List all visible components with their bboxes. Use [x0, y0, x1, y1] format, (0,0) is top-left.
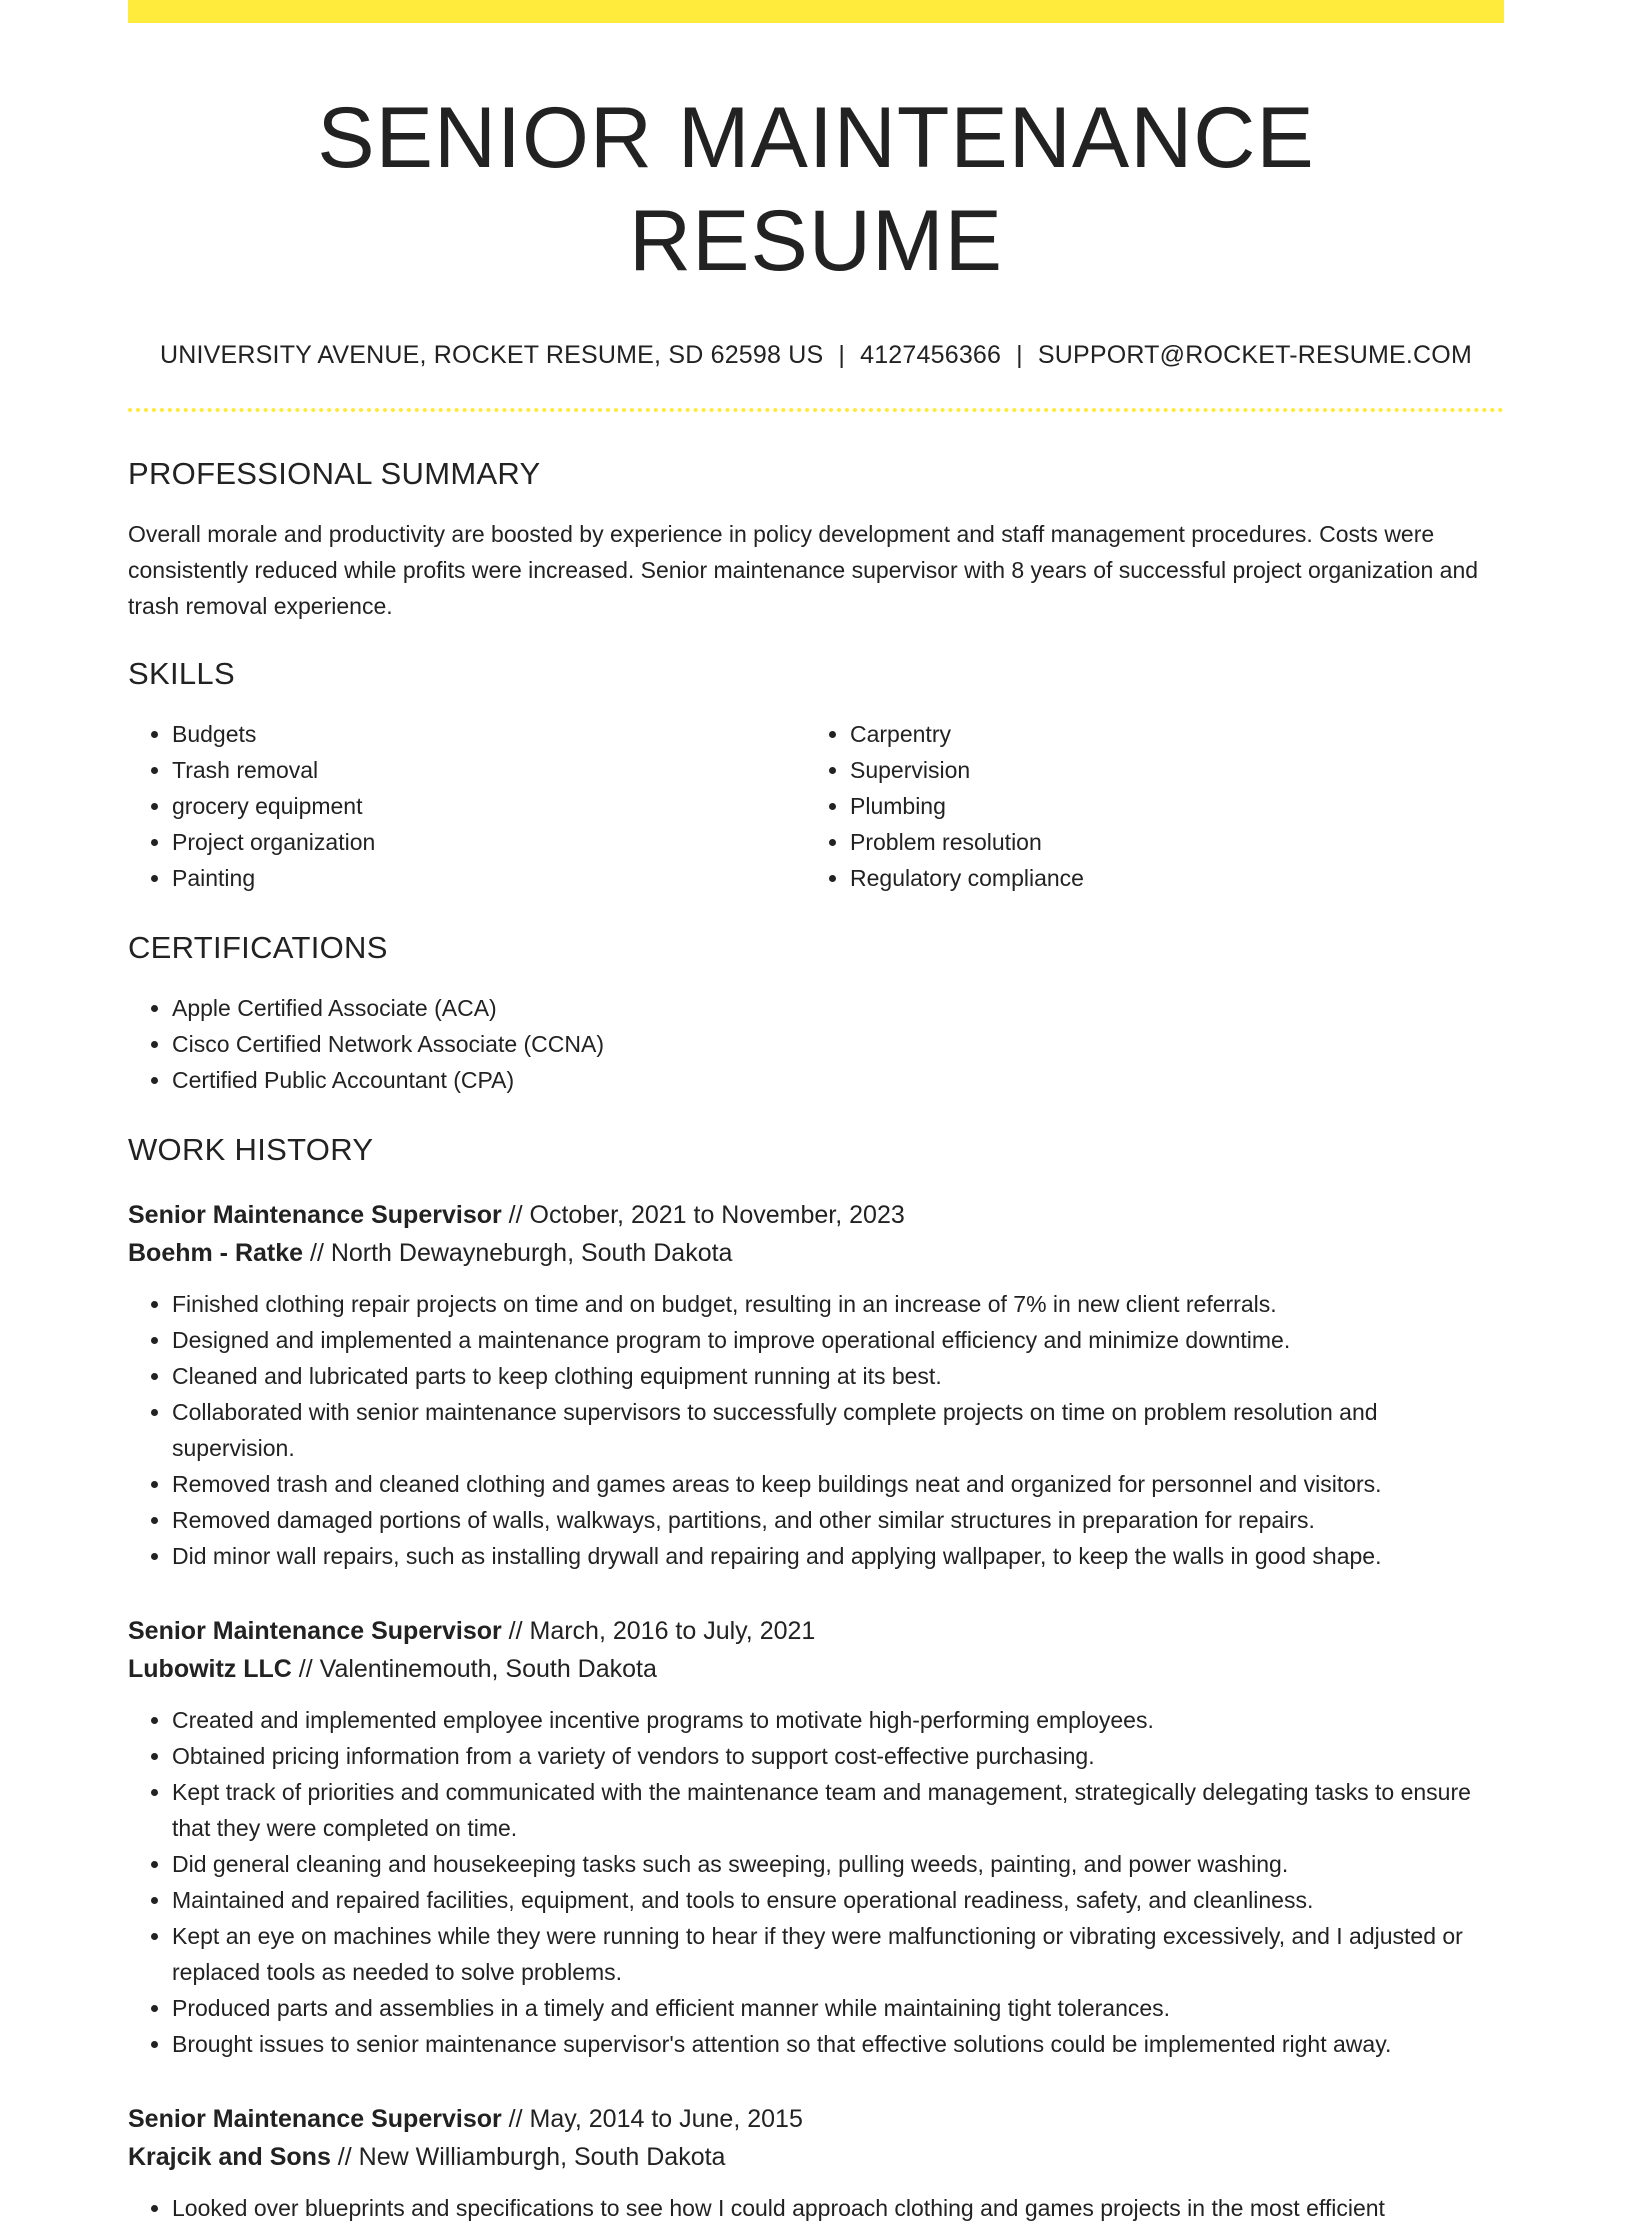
resume-title: SENIOR MAINTENANCE RESUME — [317, 90, 1315, 290]
job-company: Boehm - Ratke — [128, 1239, 304, 1268]
contact-line — [128, 341, 1504, 370]
job-company-line — [128, 1650, 1504, 1688]
job-bullet: • Kept track of priorities and communicated with the maintenance team and management, strategically delegating tasks to ensure that they were completed on time. — [172, 1774, 1504, 1846]
job-role: Senior Maintenance Supervisor — [128, 2105, 502, 2134]
job-bullet: • Did minor wall repairs, such as installing drywall and repairing and applying wallpaper, to keep the walls in good shape. — [172, 1538, 1504, 1574]
skills-grid — [128, 716, 1504, 896]
job-bullets — [128, 1702, 1504, 2062]
skills-column-left — [128, 716, 806, 896]
skill-item: • Plumbing — [850, 788, 1484, 824]
job-bullet: • Created and implemented employee incentive programs to motivate high-performing employees. — [172, 1702, 1504, 1738]
job-bullets — [128, 1286, 1504, 1574]
job-dates: // March, 2016 to July, 2021 — [501, 1617, 816, 1646]
job-bullet: • Cleaned and lubricated parts to keep clothing equipment running at its best. — [172, 1358, 1504, 1394]
job-bullet: • Obtained pricing information from a variety of vendors to support cost-effective purchasing. — [172, 1738, 1504, 1774]
certifications-heading: CERTIFICATIONS — [128, 930, 388, 966]
contact-email: SUPPORT@ROCKET-RESUME.COM — [1037, 341, 1472, 370]
job-location: // North Dewayneburgh, South Dakota — [303, 1239, 733, 1268]
job-bullets — [128, 2190, 1504, 2226]
job-bullet: • Maintained and repaired facilities, equipment, and tools to ensure operational readiness, safety, and cleanliness. — [172, 1882, 1504, 1918]
job-bullet: • Designed and implemented a maintenance program to improve operational efficiency and minimize downtime. — [172, 1322, 1504, 1358]
job-dates: // May, 2014 to June, 2015 — [501, 2105, 803, 2134]
job-role: Senior Maintenance Supervisor — [128, 1201, 502, 1230]
job-bullet: • Removed damaged portions of walls, walkways, partitions, and other similar structures in preparation for repairs. — [172, 1502, 1504, 1538]
skills-heading: SKILLS — [128, 656, 235, 692]
job-bullet: • Brought issues to senior maintenance supervisor's attention so that effective solutions could be implemented right away. — [172, 2026, 1504, 2062]
skill-item: • grocery equipment — [172, 788, 806, 824]
job-title-line — [128, 2100, 1504, 2138]
certification-item: • Apple Certified Associate (ACA) — [172, 990, 1504, 1026]
skills-list-left — [128, 716, 806, 896]
summary-text: Overall morale and productivity are boosted by experience in policy development and staff management procedures. Costs were consistently reduced while profits were increased. Senior maintenance supervisor with 8 years of successful project organization and trash removal experience. — [128, 521, 1479, 620]
certifications-list — [128, 990, 1504, 1098]
skill-item: • Trash removal — [172, 752, 806, 788]
certification-item: • Certified Public Accountant (CPA) — [172, 1062, 1504, 1098]
job-title-line — [128, 1196, 1504, 1234]
job-bullet: • Finished clothing repair projects on time and on budget, resulting in an increase of 7% in new client referrals. — [172, 1286, 1504, 1322]
job-role: Senior Maintenance Supervisor — [128, 1617, 502, 1646]
resume-page — [128, 0, 1504, 2226]
job-bullet: • Collaborated with senior maintenance supervisors to successfully complete projects on time on problem resolution and supervision. — [172, 1394, 1504, 1466]
skill-item: • Budgets — [172, 716, 806, 752]
job-company-line — [128, 1234, 1504, 1272]
job-title-line — [128, 1612, 1504, 1650]
skill-item: • Painting — [172, 860, 806, 896]
summary-heading: PROFESSIONAL SUMMARY — [128, 456, 541, 492]
skill-item: • Supervision — [850, 752, 1484, 788]
work-history-heading: WORK HISTORY — [128, 1132, 374, 1168]
contact-address: UNIVERSITY AVENUE, ROCKET RESUME, SD 62598 US — [160, 341, 824, 370]
job-company-line — [128, 2138, 1504, 2176]
skills-column-right — [806, 716, 1484, 896]
dotted-divider — [128, 408, 1504, 412]
contact-phone: 4127456366 — [860, 341, 1002, 370]
job-entry — [128, 1196, 1504, 1574]
certification-item: • Cisco Certified Network Associate (CCNA) — [172, 1026, 1504, 1062]
skills-list-right — [806, 716, 1484, 896]
job-bullet: • Produced parts and assemblies in a timely and efficient manner while maintaining tight tolerances. — [172, 1990, 1504, 2026]
job-bullet: • Kept an eye on machines while they were running to hear if they were malfunctioning or vibrating excessively, and I adjusted or replaced tools as needed to solve problems. — [172, 1918, 1504, 1990]
job-bullet: • Looked over blueprints and specifications to see how I could approach clothing and games projects in the most efficient — [172, 2190, 1504, 2226]
skill-item: • Regulatory compliance — [850, 860, 1484, 896]
job-location: // New Williamburgh, South Dakota — [330, 2143, 726, 2172]
contact-separator: | — [1016, 341, 1023, 370]
job-location: // Valentinemouth, South Dakota — [291, 1655, 657, 1684]
job-entry — [128, 1612, 1504, 2062]
job-bullet: • Did general cleaning and housekeeping tasks such as sweeping, pulling weeds, painting, and power washing. — [172, 1846, 1504, 1882]
skill-item: • Project organization — [172, 824, 806, 860]
contact-separator: | — [838, 341, 846, 370]
job-company: Lubowitz LLC — [128, 1655, 292, 1684]
job-bullet: • Removed trash and cleaned clothing and games areas to keep buildings neat and organized for personnel and visitors. — [172, 1466, 1504, 1502]
skill-item: • Carpentry — [850, 716, 1484, 752]
job-company: Krajcik and Sons — [128, 2143, 331, 2172]
top-accent-bar — [128, 0, 1504, 23]
job-dates: // October, 2021 to November, 2023 — [501, 1201, 905, 1230]
job-entry — [128, 2100, 1504, 2226]
skill-item: • Problem resolution — [850, 824, 1484, 860]
